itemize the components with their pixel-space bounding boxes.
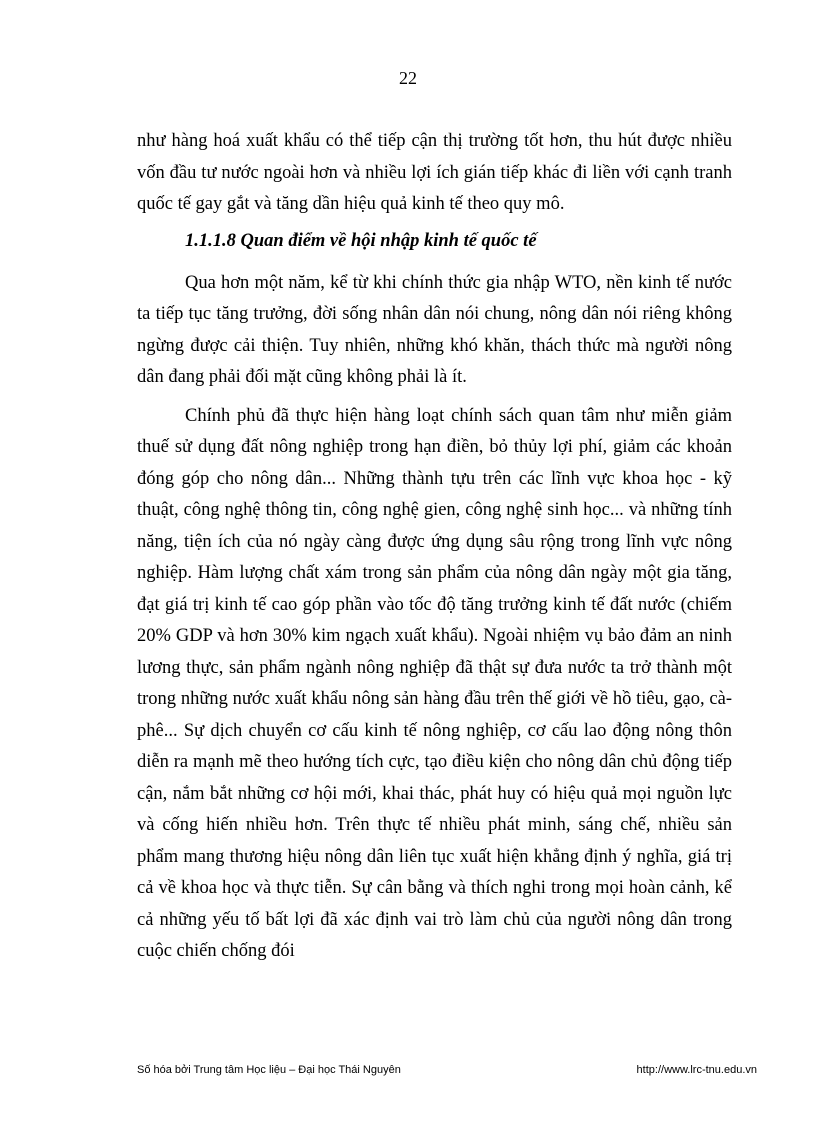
paragraph-2: Chính phủ đã thực hiện hàng loạt chính sách quan tâm như miễn giảm thuế sử dụng đất nông nghiệp trong hạn điền, bỏ thủy lợi phí, giảm các khoản đóng góp cho nông dân... Những thành tựu trên các lĩnh vực khoa học - kỹ thuật, công nghệ thông tin, công nghệ gien, công nghệ sinh học... và những tính năng, tiện ích của nó ngày càng được ứng dụng sâu rộng trong lĩnh vực nông nghiệp. Hàm lượng chất xám trong sản phẩm của nông dân ngày một gia tăng, đạt giá trị kinh tế cao góp phần vào tốc độ tăng trưởng kinh tế đất nước (chiếm 20% GDP và hơn 30% kim ngạch xuất khẩu). Ngoài nhiệm vụ bảo đảm an ninh lương thực, sản phẩm ngành nông nghiệp đã thật sự đưa nước ta trở thành một trong những nước xuất khẩu nông sản hàng đầu trên thế giới về hồ tiêu, gạo, cà-phê... Sự dịch chuyển cơ cấu kinh tế nông nghiệp, cơ cấu lao động nông thôn diễn ra mạnh mẽ theo hướng tích cực, tạo điều kiện cho nông dân chủ động tiếp cận, nắm bắt những cơ hội mới, khai thác, phát huy có hiệu quả mọi nguồn lực và cống hiến nhiều hơn. Trên thực tế nhiều phát minh, sáng chế, nhiều sản phẩm mang thương hiệu nông dân liên tục xuất hiện khẳng định ý nghĩa, giá trị cả về khoa học và thực tiễn. Sự cân bằng và thích nghi trong mọi hoàn cảnh, kể cả những yếu tố bất lợi đã xác định vai trò làm chủ của người nông dân trong cuộc chiến chống đói <box>137 405 732 961</box>
page-number: 22 <box>399 68 417 88</box>
document-body <box>137 126 732 968</box>
section-heading: 1.1.1.8 Quan điểm về hội nhập kinh tế quốc tế <box>185 230 537 251</box>
paragraph-1: Qua hơn một năm, kể từ khi chính thức gia nhập WTO, nền kinh tế nước ta tiếp tục tăng trưởng, đời sống nhân dân nói chung, nông dân nói riêng không ngừng được cải thiện. Tuy nhiên, những khó khăn, thách thức mà người nông dân đang phải đối mặt cũng không phải là ít. <box>137 272 732 387</box>
footer-source-text: Số hóa bởi Trung tâm Học liệu – Đại học Thái Nguyên <box>137 1064 401 1076</box>
paragraph-continued: như hàng hoá xuất khẩu có thể tiếp cận thị trường tốt hơn, thu hút được nhiều vốn đầu tư nước ngoài hơn và nhiều lợi ích gián tiếp khác đi liền với cạnh tranh quốc tế gay gắt và tăng dần hiệu quả kinh tế theo quy mô. <box>137 131 732 214</box>
footer-url: http://www.lrc-tnu.edu.vn <box>636 1064 757 1076</box>
